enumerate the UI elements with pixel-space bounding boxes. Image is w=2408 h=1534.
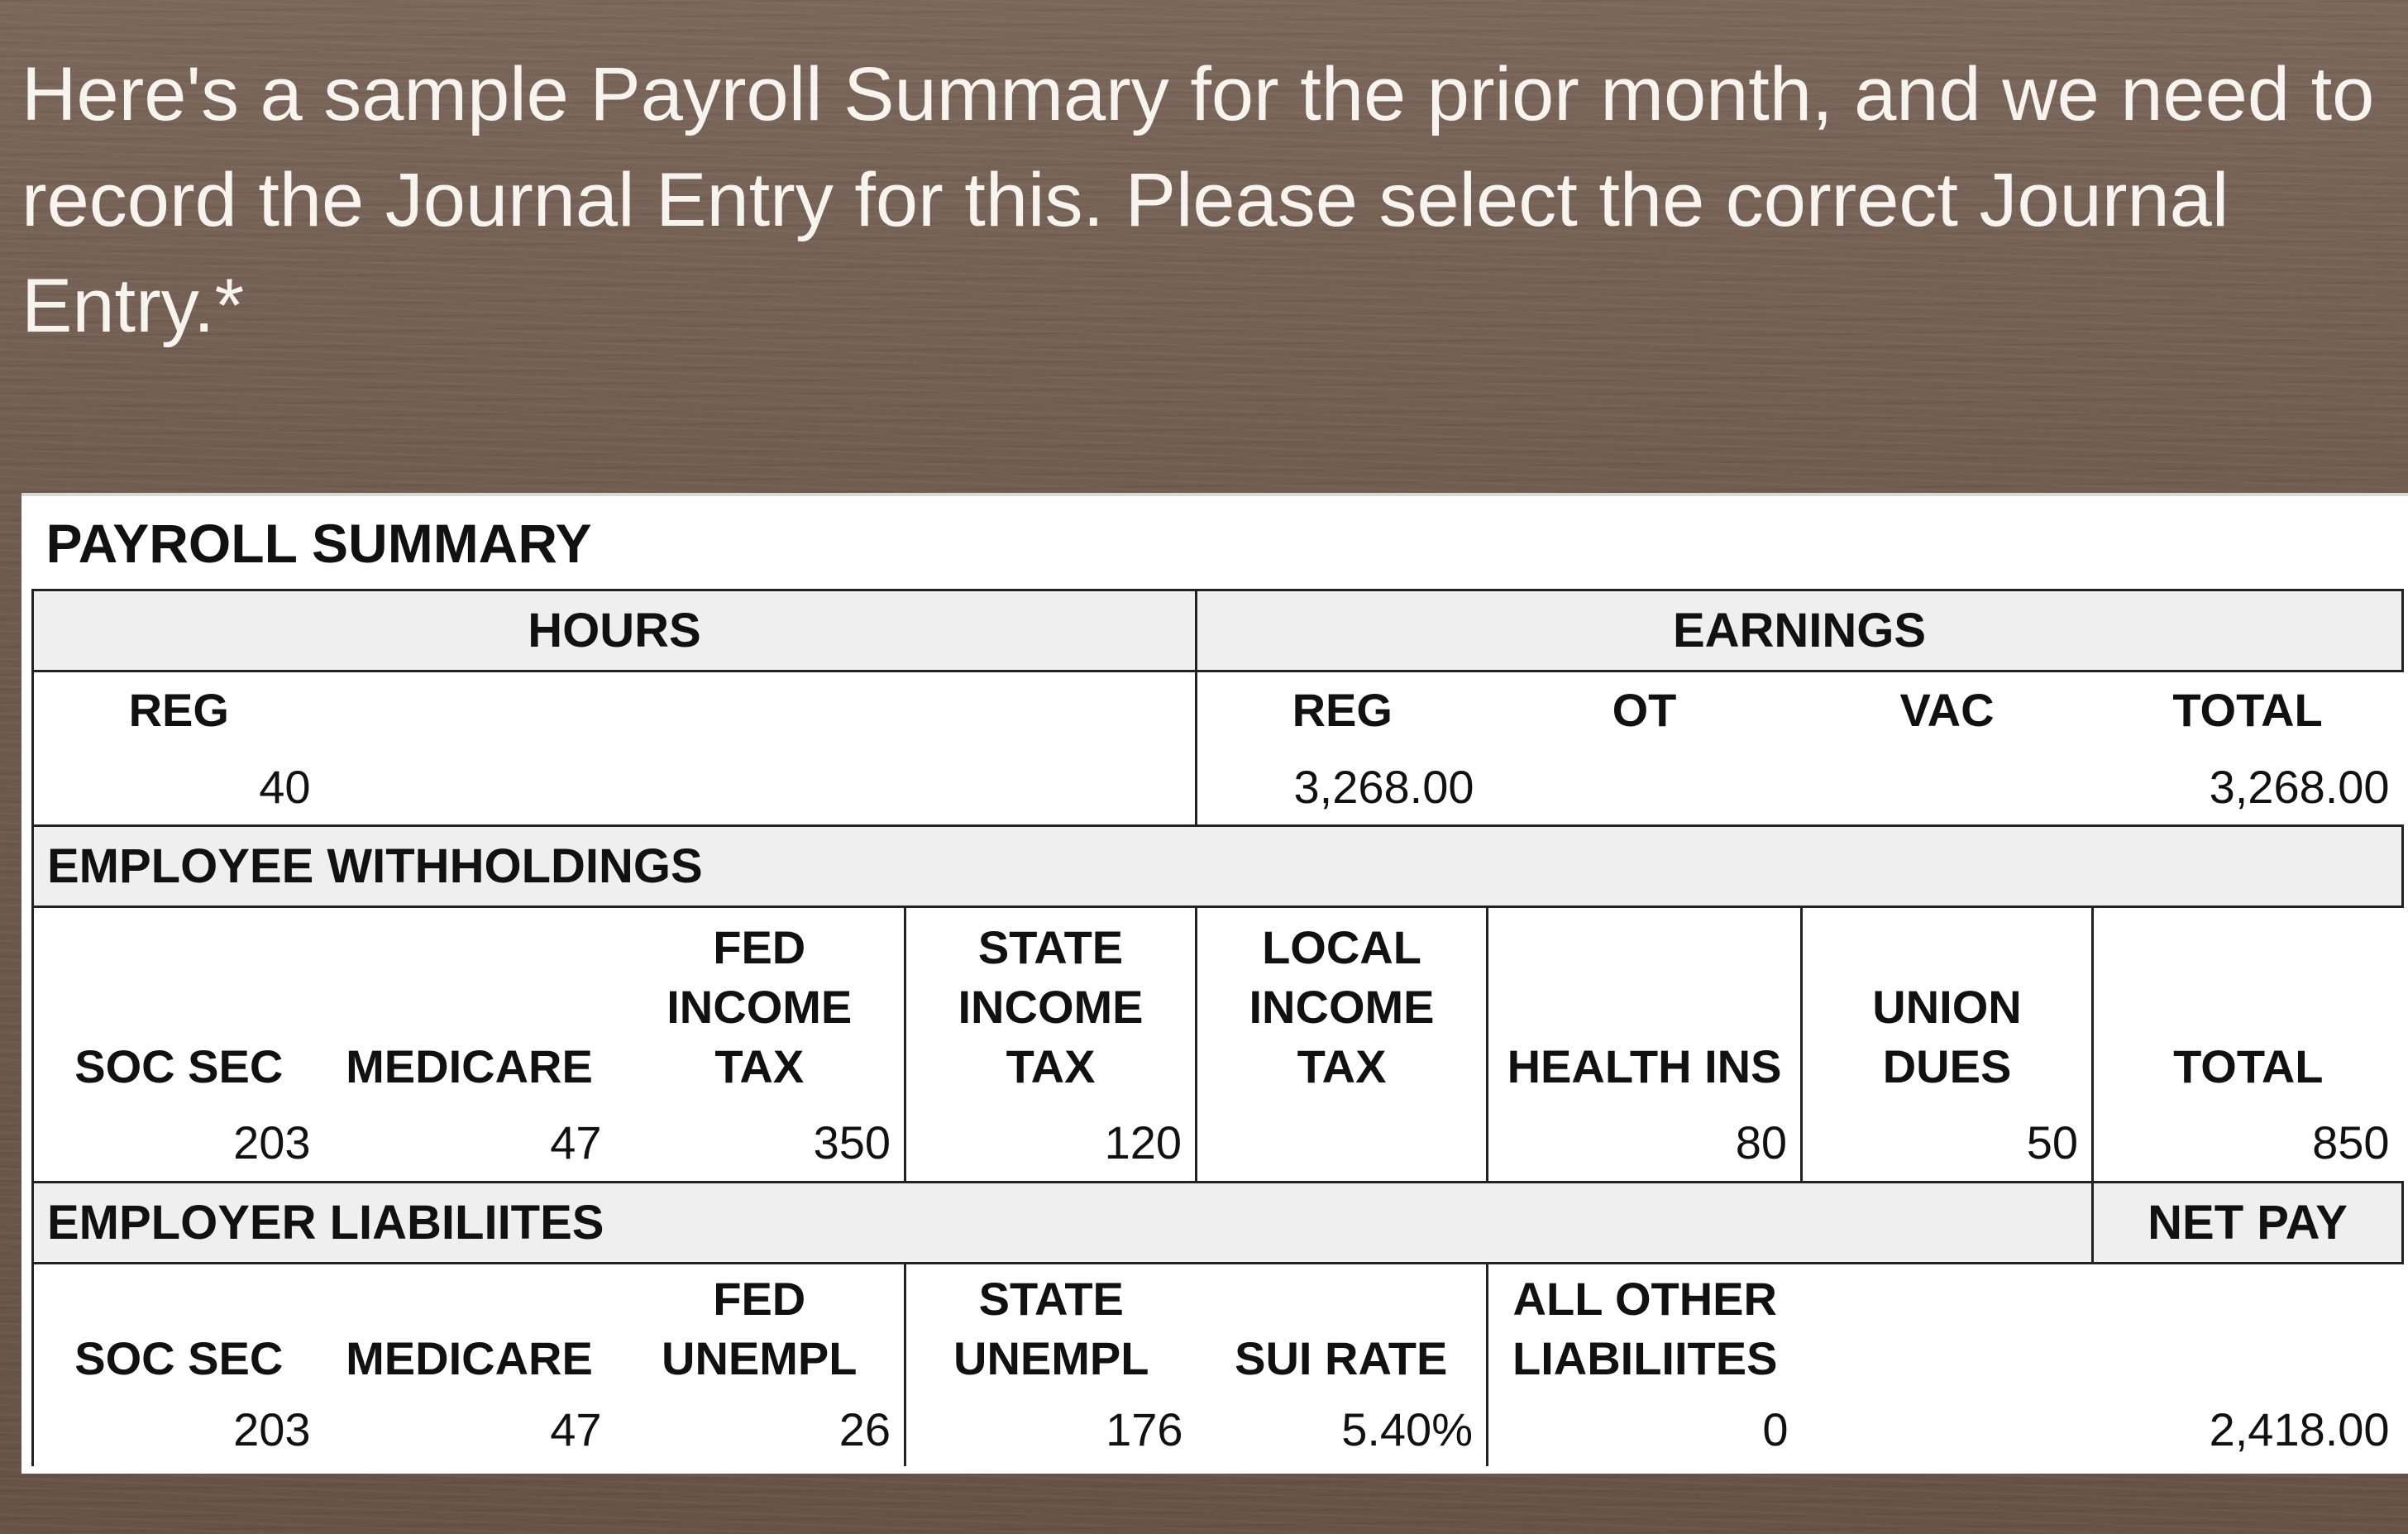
hours-reg-header: REG — [33, 671, 324, 749]
wh-state-income-tax-header: STATE INCOME TAX — [905, 907, 1197, 1104]
section-band-withholdings — [33, 826, 2403, 907]
wh-medicare-value: 47 — [324, 1103, 615, 1183]
wh-medicare-header: MEDICARE — [346, 1040, 593, 1092]
el-sui-rate-header: SUI RATE — [1235, 1332, 1448, 1384]
hours-empty-value — [615, 748, 905, 826]
liabilities-header-row — [33, 1264, 2403, 1393]
wh-union-dues-header: UNION DUES — [1802, 907, 2093, 1104]
section-band-liabilities — [33, 1183, 2403, 1264]
el-fed-unempl-header: FED UNEMPL — [662, 1273, 858, 1384]
hours-empty-value — [905, 748, 1197, 826]
el-state-unempl-value: 176 — [905, 1392, 1197, 1466]
earnings-total-value: 3,268.00 — [2093, 748, 2403, 826]
earnings-vac-value — [1802, 748, 2093, 826]
liabilities-section-label: EMPLOYER LIABILIITES — [33, 1183, 2093, 1264]
el-fed-unempl-value: 26 — [838, 1403, 891, 1455]
wh-health-ins-value: 80 — [1488, 1103, 1802, 1183]
earnings-section-label: EARNINGS — [1197, 590, 2403, 671]
el-medicare-header: MEDICARE — [346, 1332, 593, 1384]
earnings-total-header: TOTAL — [2172, 684, 2323, 736]
earnings-reg-value: 3,268.00 — [1197, 748, 1488, 826]
wh-local-income-tax-header: LOCAL INCOME TAX — [1197, 907, 1488, 1104]
el-empty-value — [1802, 1392, 2093, 1466]
wh-soc-sec-header: SOC SEC — [33, 907, 324, 1104]
liabilities-value-row — [33, 1392, 2403, 1466]
hours-empty-header — [905, 671, 1197, 749]
wh-union-dues-value: 50 — [1802, 1103, 2093, 1183]
earnings-ot-value — [1488, 748, 1802, 826]
hours-empty-header — [615, 671, 905, 749]
wh-total-value: 850 — [2093, 1103, 2403, 1183]
hours-reg-value: 40 — [33, 748, 324, 826]
wh-local-income-tax-value — [1197, 1103, 1488, 1183]
hours-section-label: HOURS — [33, 590, 1197, 671]
el-all-other-value: 0 — [1488, 1392, 1802, 1466]
hours-empty-header — [324, 671, 615, 749]
wh-fed-income-tax-header: FED INCOME TAX — [666, 921, 853, 1092]
hours-empty-value — [324, 748, 615, 826]
hours-earnings-value-row — [33, 748, 2403, 826]
withholdings-header-row — [33, 907, 2403, 1104]
earnings-vac-header: VAC — [1899, 684, 1995, 736]
title-row — [33, 498, 2403, 590]
el-medicare-value: 47 — [550, 1403, 602, 1455]
hours-earnings-header-row — [33, 671, 2403, 749]
earnings-reg-header: REG — [1197, 671, 1488, 749]
table-title: PAYROLL SUMMARY — [45, 513, 592, 574]
wh-fed-income-tax-value: 350 — [615, 1103, 905, 1183]
el-soc-sec-header: SOC SEC — [33, 1264, 324, 1393]
el-empty-header — [1802, 1264, 2093, 1393]
payroll-summary-card — [22, 493, 2408, 1474]
withholdings-section-label: EMPLOYEE WITHHOLDINGS — [33, 826, 2403, 907]
net-pay-label: NET PAY — [2093, 1183, 2403, 1264]
net-pay-value: 2,418.00 — [2209, 1403, 2390, 1455]
el-all-other-header: ALL OTHER LIABILIITES — [1488, 1264, 1802, 1393]
wh-total-header: TOTAL — [2093, 907, 2403, 1104]
el-sui-rate-value: 5.40% — [1341, 1403, 1473, 1455]
wh-health-ins-header: HEALTH INS — [1488, 907, 1802, 1104]
el-state-unempl-header: STATE UNEMPL — [905, 1264, 1197, 1393]
question-text: Here's a sample Payroll Summary for the prior month, and we need to record the Journal Entry for this. Please select the correct Journal Entry.* — [22, 52, 2375, 348]
withholdings-value-row — [33, 1103, 2403, 1183]
el-empty-header — [2093, 1264, 2403, 1393]
section-band-hours-earnings — [33, 590, 2403, 671]
earnings-ot-header: OT — [1612, 684, 1677, 736]
payroll-summary-table — [31, 498, 2404, 1466]
wh-state-income-tax-value: 120 — [905, 1103, 1197, 1183]
el-soc-sec-value: 203 — [33, 1392, 324, 1466]
wh-soc-sec-value: 203 — [33, 1103, 324, 1183]
